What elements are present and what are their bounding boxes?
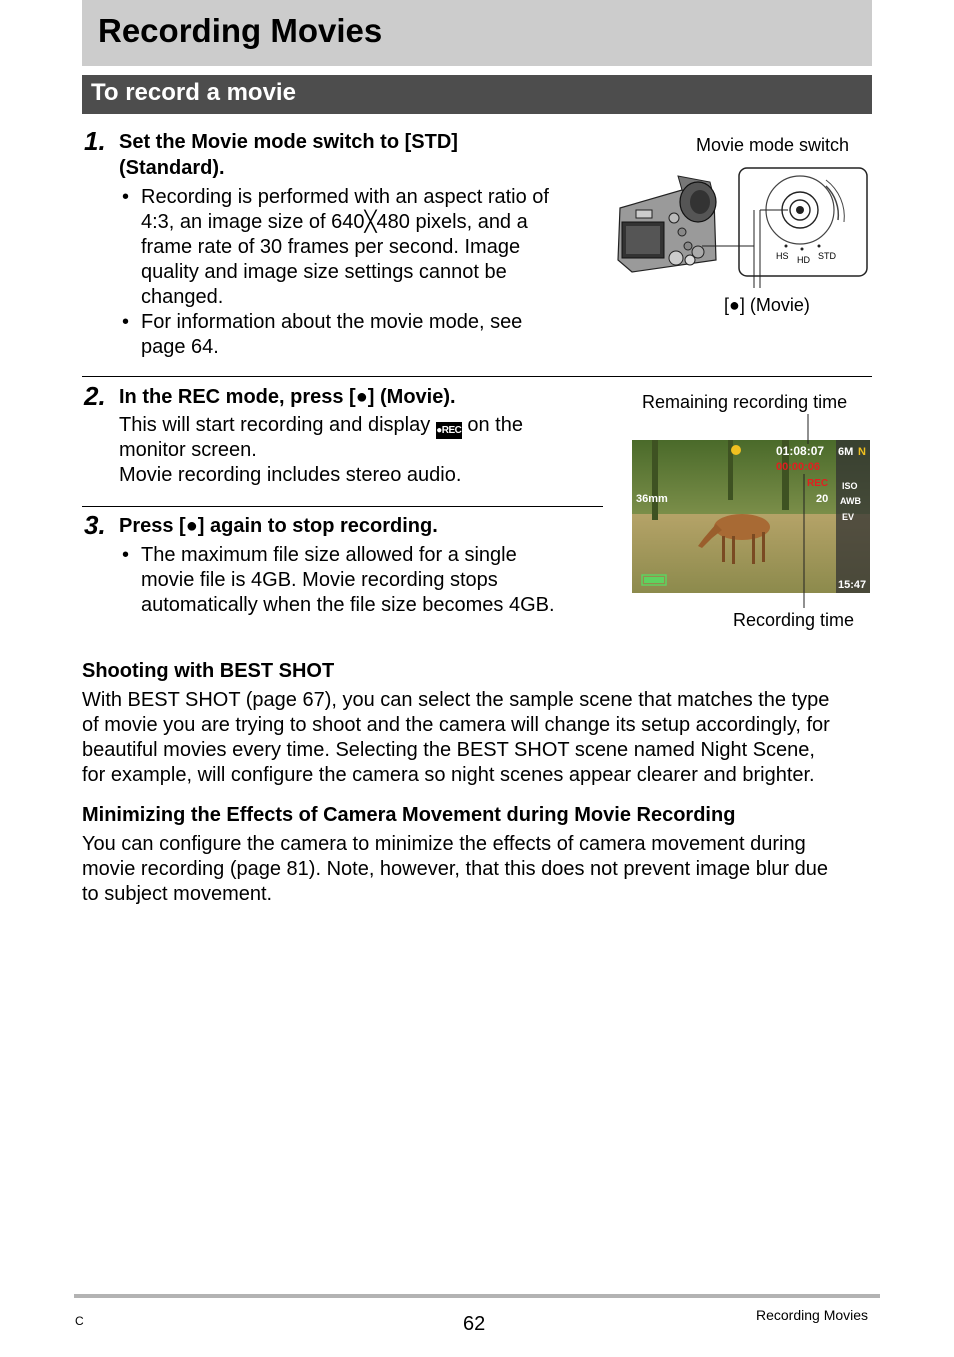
- osd-clock: 15:47: [838, 579, 867, 591]
- text-line: frame rate of 30 frames per second. Image: [141, 236, 521, 258]
- step-2-line2: monitor screen.: [119, 439, 257, 461]
- osd-ev: EV: [842, 512, 855, 522]
- step-3-bullet-1: [141, 543, 555, 618]
- page-title: Recording Movies: [98, 12, 383, 49]
- step-1-heading-line2: (Standard).: [119, 157, 225, 179]
- step-2-line1: [119, 413, 523, 439]
- step-2-number: 2.: [84, 381, 106, 411]
- bullet-marker: •: [122, 544, 130, 566]
- footer-language-mark: C: [75, 1314, 84, 1328]
- label-movie-button: [●] (Movie): [724, 295, 810, 315]
- osd-focal-length: 36mm: [636, 493, 668, 505]
- step-2-line3: Movie recording includes stereo audio.: [119, 464, 462, 486]
- text-line: 4:3, an image size of 640╳480 pixels, and a: [141, 211, 528, 233]
- text-line: automatically when the file size becomes 4GB.: [141, 594, 555, 616]
- step-3-number: 3.: [84, 510, 106, 540]
- step-1-bullet-1: [141, 185, 549, 310]
- text-line: to subject movement.: [82, 883, 273, 905]
- bullet-marker: •: [122, 311, 130, 333]
- dial-std-label: STD: [818, 251, 836, 261]
- label-remaining-time: Remaining recording time: [642, 392, 848, 412]
- osd-rec: REC: [807, 478, 829, 489]
- footer-rule: [74, 1294, 880, 1298]
- camera-body: [618, 176, 716, 272]
- text-line: beautiful movies every time. Selecting the BEST SHOT scene named Night Scene,: [82, 739, 815, 761]
- text-line: You can configure the camera to minimize the effects of camera movement during: [82, 833, 806, 855]
- section-title: To record a movie: [91, 79, 296, 106]
- flash-icon: [731, 445, 741, 455]
- osd-quality: N: [858, 446, 866, 458]
- text-line: With BEST SHOT (page 67), you can select the sample scene that matches the type: [82, 689, 830, 711]
- stabilizer-heading: Minimizing the Effects of Camera Movement during Movie Recording: [82, 804, 736, 826]
- text-line: for example, will configure the camera so night scenes appear clearer and brighter.: [82, 764, 815, 786]
- osd-image-size: 6M: [838, 446, 854, 458]
- step-2-heading: In the REC mode, press [●] (Movie).: [119, 386, 456, 408]
- best-shot-heading: Shooting with BEST SHOT: [82, 660, 335, 682]
- dial-hs-label: HS: [776, 251, 789, 261]
- label-recording-time: Recording time: [733, 610, 855, 630]
- text-line: of movie you are trying to shoot and the camera will change its setup accordingly, for: [82, 714, 830, 736]
- page-number: 62: [463, 1313, 486, 1335]
- text-span: This will start recording and display: [119, 414, 431, 436]
- camera-illustration: [612, 160, 874, 290]
- monitor-screenshot: [632, 414, 872, 632]
- footer-chapter-title: Recording Movies: [756, 1307, 869, 1323]
- osd-awb: AWB: [840, 496, 861, 506]
- dial-hd-label: HD: [797, 255, 810, 265]
- rec-indicator-icon: ●REC: [436, 422, 462, 439]
- step-3-heading: Press [●] again to stop recording.: [119, 515, 438, 537]
- text-line: The maximum file size allowed for a single: [141, 544, 517, 566]
- text-line: movie file is 4GB. Movie recording stops: [141, 569, 498, 591]
- text-line: Recording is performed with an aspect ratio of: [141, 186, 549, 208]
- osd-iso: ISO: [842, 481, 858, 491]
- step-1-heading-line1: Set the Movie mode switch to [STD]: [119, 131, 458, 153]
- text-line: For information about the movie mode, see: [141, 311, 523, 333]
- divider: [82, 506, 603, 507]
- osd-elapsed-time: 00:00:06: [776, 461, 821, 473]
- step-1-bullet-2: [141, 310, 522, 360]
- text-line: quality and image size settings cannot be: [141, 261, 507, 283]
- label-movie-mode-switch: Movie mode switch: [696, 135, 850, 155]
- text-line: page 64.: [141, 336, 219, 358]
- step-1-number: 1.: [84, 126, 106, 156]
- text-line: changed.: [141, 286, 224, 308]
- osd-remaining-time: 01:08:07: [776, 444, 825, 458]
- divider: [82, 376, 872, 377]
- osd-count: 20: [816, 493, 829, 505]
- stabilizer-paragraph: [82, 832, 828, 907]
- bullet-marker: •: [122, 186, 130, 208]
- text-span: on the: [467, 414, 523, 436]
- battery-level: [644, 577, 664, 583]
- text-line: movie recording (page 81). Note, however, that this does not prevent image blur due: [82, 858, 828, 880]
- best-shot-paragraph: [82, 688, 830, 788]
